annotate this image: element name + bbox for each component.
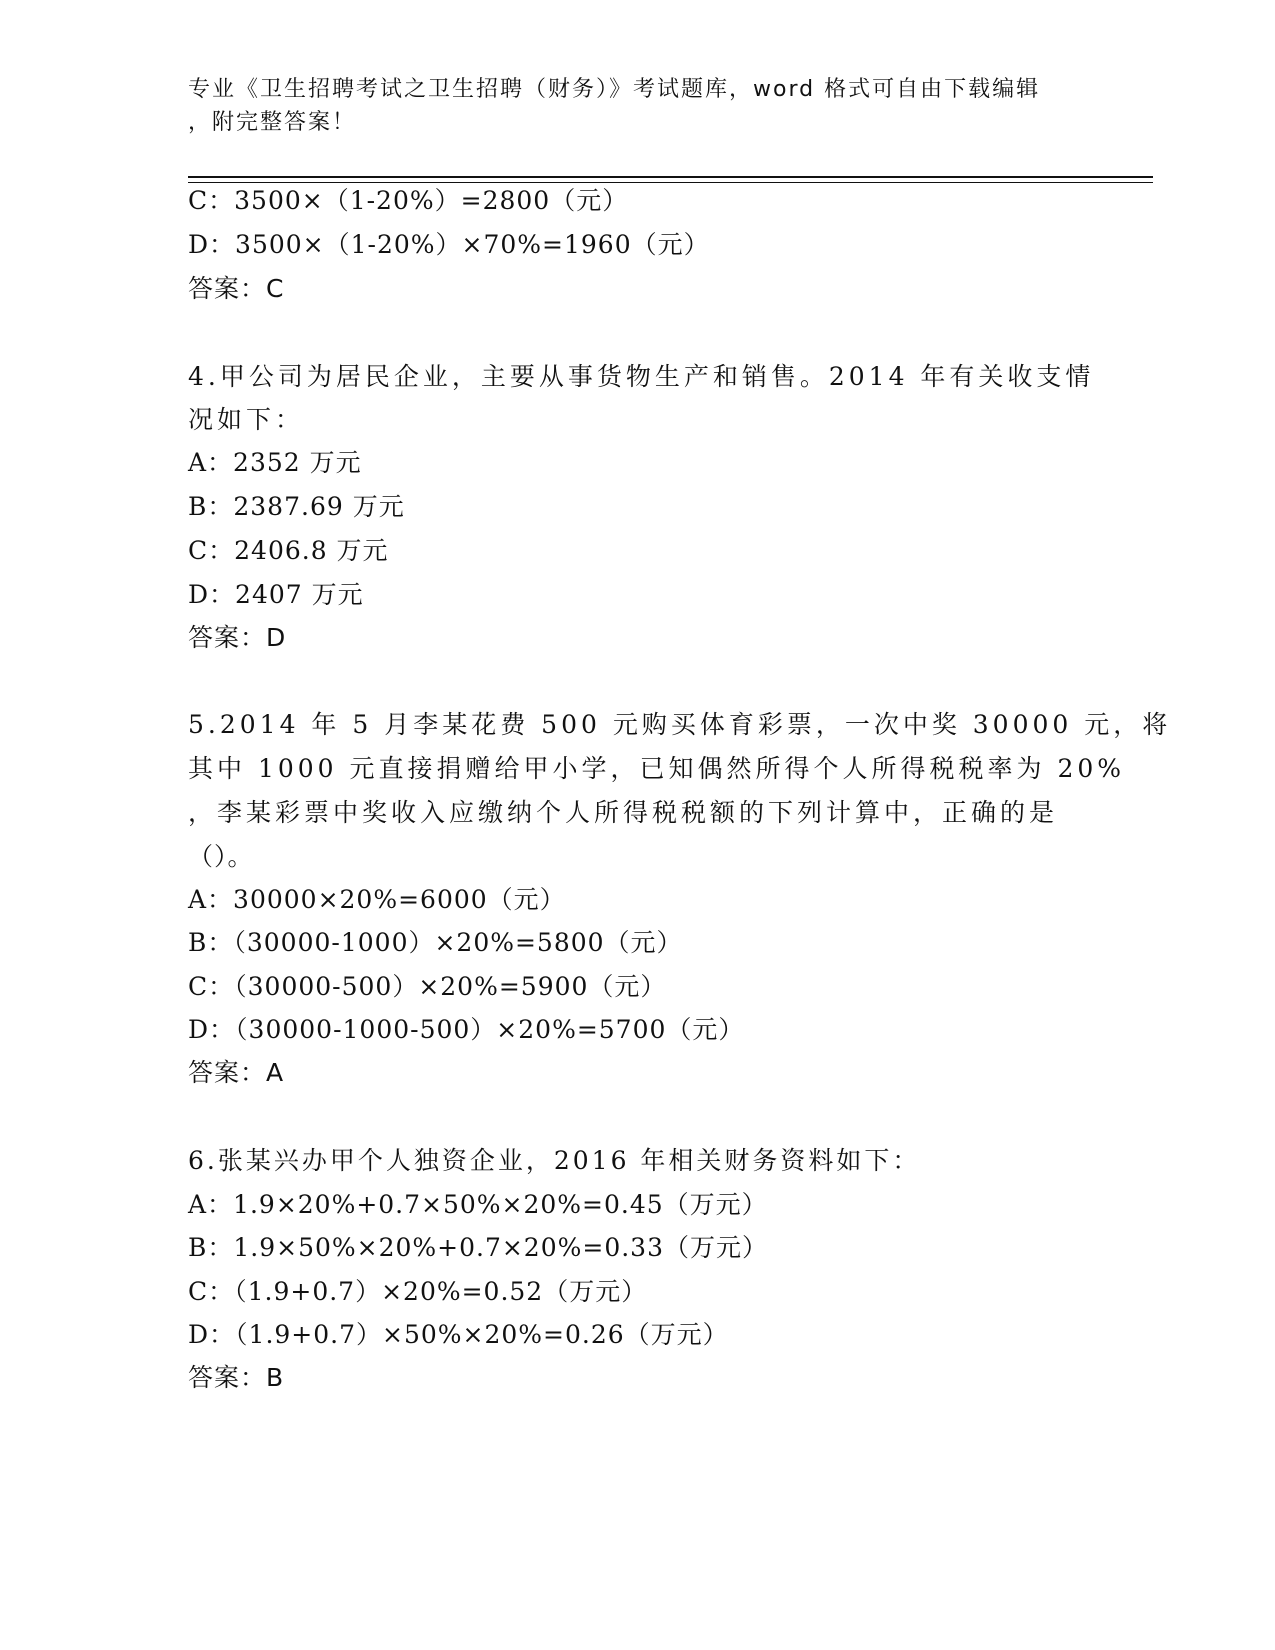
q4-option-a: A：2352 万元: [188, 448, 362, 477]
q4-option-d: D：2407 万元: [188, 580, 364, 609]
header-line-2: ，附完整答案！: [188, 110, 357, 135]
header-line-1: 专业《卫生招聘考试之卫生招聘（财务）》考试题库，word 格式可自由下载编辑: [188, 77, 1041, 102]
q5-answer: 答案：A: [188, 1058, 285, 1087]
q6-option-b: B：1.9×50%×20%+0.7×20%=0.33（万元）: [188, 1233, 768, 1262]
q5-option-d: D：（30000-1000-500）×20%=5700（元）: [188, 1015, 745, 1044]
q4-question-line-2: 况如下：: [188, 405, 305, 434]
q6-option-d: D：（1.9+0.7）×50%×20%=0.26（万元）: [188, 1320, 729, 1349]
q5-question-line-1: 5.2014 年 5 月李某花费 500 元购买体育彩票，一次中奖 30000 元，将: [188, 710, 1172, 739]
q6-option-c: C：（1.9+0.7）×20%=0.52（万元）: [188, 1277, 648, 1306]
q3-option-c: C：3500×（1-20%）=2800（元）: [188, 186, 629, 215]
q6-option-a: A：1.9×20%+0.7×50%×20%=0.45（万元）: [188, 1190, 768, 1219]
q3-answer: 答案：C: [188, 274, 285, 303]
document-header: [188, 73, 1068, 139]
q5-question-line-2: 其中 1000 元直接捐赠给甲小学，已知偶然所得个人所得税税率为 20%: [188, 754, 1126, 783]
q4-answer: 答案：D: [188, 623, 287, 652]
q4-option-b: B：2387.69 万元: [188, 492, 405, 521]
q5-option-c: C：（30000-500）×20%=5900（元）: [188, 972, 667, 1001]
header-divider-thin: [188, 182, 1153, 183]
q5-option-b: B：（30000-1000）×20%=5800（元）: [188, 928, 683, 957]
q6-answer: 答案：B: [188, 1363, 285, 1392]
header-divider-thick: [188, 176, 1153, 178]
q5-question-line-3: ，李某彩票中奖收入应缴纳个人所得税税额的下列计算中，正确的是: [188, 798, 1059, 827]
q5-question-line-4: （）。: [188, 842, 254, 871]
q6-question-line-1: 6.张某兴办甲个人独资企业，2016 年相关财务资料如下：: [188, 1146, 921, 1175]
q4-option-c: C：2406.8 万元: [188, 536, 389, 565]
q4-question-line-1: 4.甲公司为居民企业，主要从事货物生产和销售。2014 年有关收支情: [188, 362, 1095, 391]
q5-option-a: A：30000×20%=6000（元）: [188, 885, 566, 914]
q3-option-d: D：3500×（1-20%）×70%=1960（元）: [188, 230, 710, 259]
